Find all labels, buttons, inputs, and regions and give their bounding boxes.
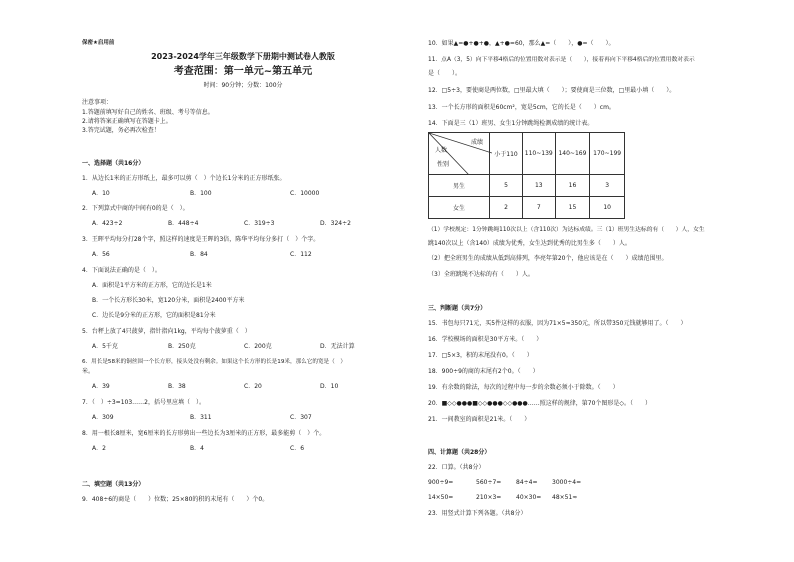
calc-item: 14×50= [428, 494, 454, 501]
table-corner-cell [429, 133, 490, 175]
column-header: 小于110 [490, 133, 523, 175]
question-4: 4．下面说法正确的是（ ）。 [82, 267, 161, 274]
secret-label: 保密★启用前 [82, 40, 115, 46]
option: D．10 [320, 383, 339, 390]
question-11-cont: 是（ ）。 [428, 70, 462, 77]
table-cell: 3 [590, 175, 625, 197]
question-12: 12．□5÷3，要使商是两位数，□里最大填（ ）；要使商是三位数，□里最小填（ ）。 [428, 87, 676, 94]
option: A．5千克 [92, 343, 118, 350]
time-score: 时间：90分钟；分数：100分 [203, 82, 283, 89]
option: B．一个长方形长30米，宽120分米，面积是2400平方米 [92, 297, 245, 304]
row-label: 男生 [429, 175, 490, 197]
option: C．边长是9分米的正方形，它的面积是81分米 [92, 312, 216, 319]
calc-item: 560÷7= [476, 479, 502, 486]
option: B．84 [190, 251, 208, 258]
note-item: 3.答完试题，务必再次检查！ [82, 127, 160, 134]
question-23: 23．用竖式计算下列各题。（共8分） [428, 510, 527, 517]
calc-item: 900÷9= [428, 479, 454, 486]
question-7: 7．（ ）÷3=103……2，括号里应填（ ）。 [82, 399, 205, 406]
exam-subtitle: 考查范围：第一单元~第五单元 [173, 66, 313, 77]
question-2: 2．下列算式中商的中间有0的是（ ）。 [82, 205, 189, 212]
option: A．10 [92, 190, 110, 197]
calc-item: 48×51≈ [552, 494, 578, 501]
question-14: 14．下面是三（1）班男、女生1分钟跳绳检测成绩的统计表。 [428, 120, 594, 127]
option: C．112 [290, 251, 312, 258]
option: A．39 [92, 383, 110, 390]
option: D．324÷2 [320, 220, 351, 227]
table-cell: 15 [555, 197, 590, 219]
table-cell: 7 [522, 197, 555, 219]
option: A．423÷2 [92, 220, 123, 227]
row-label: 女生 [429, 197, 490, 219]
table-cell: 5 [490, 175, 523, 197]
calc-item: 84÷4= [516, 479, 538, 486]
option: C．20 [244, 383, 262, 390]
option: A．面积是1平方米的正方形，它的边长是1米 [92, 282, 212, 289]
header-gender: 性别 [437, 161, 450, 168]
question-14-1-cont: 跳140次以上（含140）成绩为优秀，女生达到优秀的比男生多（ ）人。 [428, 240, 631, 247]
notes-heading: 注意事项： [82, 99, 113, 106]
option: A．56 [92, 251, 110, 258]
section-choice: 一、选择题（共16分） [82, 160, 145, 167]
column-header: 140~169 [555, 133, 590, 175]
option: B．100 [190, 190, 212, 197]
option: C．6 [290, 445, 305, 452]
question-10: 10．如果▲=●+●+●，▲+●=60，那么▲=（ ），●=（ ）。 [428, 40, 615, 47]
table-cell: 16 [555, 175, 590, 197]
option: C．319÷3 [244, 220, 275, 227]
question-6-cont: 米。 [82, 368, 95, 375]
section-calc: 四、计算题（共28分） [428, 449, 491, 456]
note-item: 1.答题前填写好自己的姓名、班级、考号等信息。 [82, 109, 214, 116]
question-15: 15．书包每只71元，买5件这样的衣服，因为71×5≈350元，所以带350元钱就够用了。（ ） [428, 320, 687, 327]
question-20: 20．■◇◇●●●■◇◇●●●◇◇●●●……照这样的规律，第70个图形是◇。（ ） [428, 400, 652, 407]
calc-item: 3000÷4= [552, 479, 582, 486]
question-6: 6．用长是58米的铜丝围一个长方形，接头处没有剩余。如果这个长方形的长是19米，那么它的宽是（ ） [82, 359, 346, 365]
question-3: 3．王晖平均每分打28个字，照这样的速度是王晖的3倍，陈华平均每分多打（ ）个字。 [82, 236, 320, 243]
question-9: 9．408÷6的商是（ ）位数；25×80的积的末尾有（ ）个0。 [82, 496, 269, 503]
question-13: 13．一个长方形的面积是60cm²，宽是5cm，它的长是（ ）cm。 [428, 104, 615, 111]
question-14-2: （2）把全班男生的成绩从低到高排列，李亮年第20个，他应该是在（ ）成绩范围里。 [428, 255, 668, 262]
option: A．309 [92, 414, 114, 421]
option: C．10000 [290, 190, 320, 197]
stats-table [428, 132, 625, 219]
option: B．448÷4 [168, 220, 199, 227]
calc-item: 210×3= [476, 494, 502, 501]
note-item: 2.请将答案正确填写在答题卡上。 [82, 118, 172, 125]
question-17: 17．□5×3，积的末尾没有0。（ ） [428, 352, 533, 359]
option: B．4 [190, 445, 204, 452]
exam-title: 2023-2024学年三年级数学下册期中测试卷人教版 [151, 52, 335, 61]
option: D．无法计算 [320, 343, 355, 350]
table-row [429, 197, 625, 219]
section-fill: 二、填空题（共13分） [82, 481, 145, 488]
section-judge: 三、判断题（共7分） [428, 305, 487, 312]
option: C．200克 [244, 343, 272, 350]
question-1: 1．从边长1米的正方形纸上，最多可以剪（ ）个边长1分米的正方形纸张。 [82, 175, 286, 182]
question-16: 16．学校模场的面积是30平方米。（ ） [428, 336, 543, 343]
option: B．38 [168, 383, 186, 390]
table-cell: 2 [490, 197, 523, 219]
header-score: 成绩 [471, 139, 484, 146]
question-19: 19．有余数的除法，每次的过程中每一步的余数必须小于除数。（ ） [428, 384, 619, 391]
question-14-3: （3）全班跳绳不达标的有（ ）人。 [428, 271, 534, 278]
question-21: 21．一间教室的面积是21米。（ ） [428, 416, 531, 423]
question-5: 5．台秤上放了4只菠萝，指针指向1kg，平均每个菠萝重（ ） [82, 328, 251, 335]
option: B．250克 [168, 343, 196, 350]
question-14-1: （1）学校规定：1分钟跳绳110次以上（含110次）为达标成绩。三（1）班男生达标的有（ ）人，女生 [428, 227, 705, 233]
option: A．2 [92, 445, 106, 452]
column-header: 170~199 [590, 133, 625, 175]
option: B．311 [190, 414, 212, 421]
question-22: 22．口算。（共8分） [428, 464, 485, 471]
table-row [429, 175, 625, 197]
header-count: 人数 [435, 147, 448, 154]
question-18: 18．900÷9的商的末尾有2个0。（ ） [428, 368, 539, 375]
option: C．307 [290, 414, 312, 421]
question-11: 11．点A（3，5）向下平移4格后的位置用数对表示是（ ），接着再向下平移4格后的位置用数对表示 [428, 57, 695, 63]
column-header: 110~139 [522, 133, 555, 175]
table-cell: 13 [522, 175, 555, 197]
question-8: 8．用一根长8厘米，宽6厘米的长方形剪出一些边长为3厘米的正方形，最多能剪（ ）个。 [82, 430, 326, 437]
table-cell: 10 [590, 197, 625, 219]
calc-item: 40×30= [516, 494, 542, 501]
